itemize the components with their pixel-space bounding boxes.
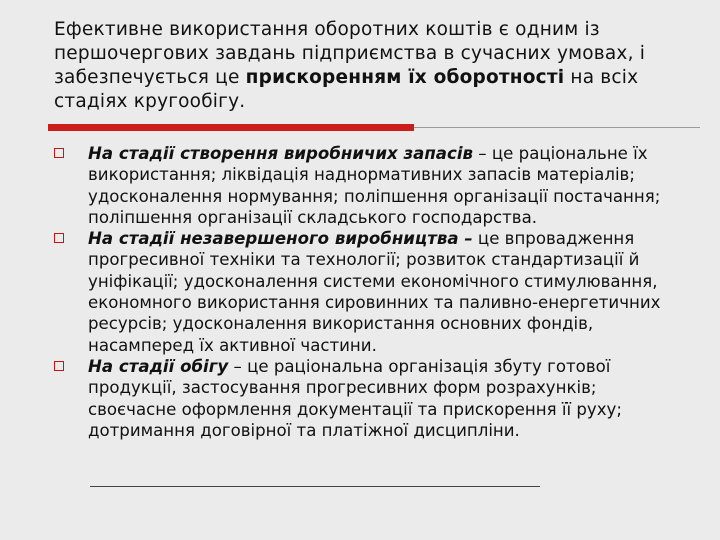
item-text: – це раціональне їх використання; ліквідація наднормативних запасів матеріалів; удосконалення нормування; поліпшення організації постачання; поліпшення організації складського господарства. (88, 144, 661, 227)
intro-text-end: на всіх стадіях кругообігу. (54, 67, 639, 112)
item-text: це впровадження прогресивної техніки та технології; розвиток стандартизації й уніфікації; удосконалення системи економічного стимулювання, економного використання сировинних та паливно-енергетичних ресурсів; удосконалення використання основних фондів, насамперед їх активної частини. (88, 229, 661, 355)
intro-emphasis: прискоренням їх оборотності (245, 67, 565, 88)
item-text: – це раціональна організація збуту готової продукції, застосування прогресивних форм розрахунків; своєчасне оформлення документації та прискорення її руху; дотримання договірної та платіжної дисципліни. (88, 356, 622, 440)
list-item-stage-circulation (54, 356, 682, 441)
item-lead: На стадії обігу (88, 356, 229, 376)
intro-paragraph (54, 18, 694, 114)
title-divider-line (414, 127, 700, 128)
hollow-square-icon (54, 148, 64, 158)
intro-text-start: Ефективне використання оборотних коштів є одним із першочергових завдань підприємства в сучасних умовах, і забезпечується це (54, 19, 646, 88)
bottom-divider (90, 486, 540, 487)
hollow-square-icon (54, 233, 64, 243)
hollow-square-icon (54, 361, 64, 371)
list-item-stage-wip (54, 228, 682, 356)
list-item-stage-inventory (54, 143, 682, 228)
item-lead: На стадії створення виробничих запасів (88, 144, 474, 163)
stages-list (54, 143, 682, 441)
item-lead: На стадії незавершеного виробництва – (88, 229, 473, 249)
title-divider-accent (48, 124, 414, 131)
